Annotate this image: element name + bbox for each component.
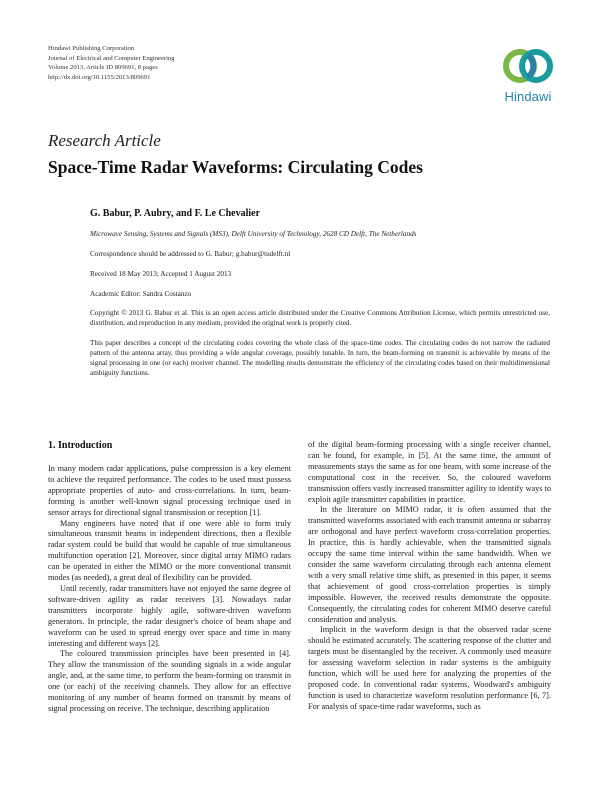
hindawi-rings-icon: [502, 44, 554, 88]
left-column: [48, 440, 291, 715]
academic-editor: Academic Editor: Sandra Costanzo: [90, 290, 192, 298]
doi-link[interactable]: http://dx.doi.org/10.1155/2013/809691: [48, 73, 151, 81]
right-column: [308, 440, 551, 713]
paragraph: In the literature on MIMO radar, it is often assumed that the transmitted waveforms associated with each transmit antenna or subarray are orthogonal and have perfect waveform cross-correlation properties. In practice, this is hardly achievable, when the transmitted signals occupy the same time interval within the same bandwidth. When we consider the same waveform circulating through each antenna element with a very small relative time shift, as presented in this paper, it seems that achievement of good cross-correlation properties is simply impossible. However, the received results demonstrate the opposite. Consequently, the circulating codes for coherent MIMO deserve careful consideration and analysis.: [308, 505, 551, 624]
copyright-notice: Copyright © 2013 G. Babur et al. This is an open access article distributed under the Creative Commons Attribution License, which permits unrestricted use, distribution, and reproduction in any medium, provided the original work is properly cited.: [90, 309, 550, 327]
journal-metadata: [48, 44, 175, 82]
publisher-name: Hindawi Publishing Corporation: [48, 45, 135, 52]
paragraph: Implicit in the waveform design is that the observed radar scene should be estimated accurately. The scattering response of the clutter and targets must be disentangled by the receiver. A commonly used measure for assessing waveform selection in radar systems is the ambiguity function, which will be used here for analyzing the properties of the proposed code. In conventional radar systems, Woodward's ambiguity function is used to characterize waveform resolution performance [6, 7]. For analysis of space-time radar waveforms, such as: [308, 625, 551, 711]
paragraph: The coloured transmission principles have been presented in [4]. They allow the transmission of the sounding signals in a wide angular angle, and, at the same time, to perform the beam-forming on transmit in one (or each) of the receiving channels. They allow for an effective monitoring of any number of beams formed on transmit by means of signal processing on receive. The technique, describing application: [48, 649, 291, 713]
authors: G. Babur, P. Aubry, and F. Le Chevalier: [90, 208, 261, 219]
abstract: This paper describes a concept of the circulating codes covering the whole class of the space-time codes. The circulating codes do not narrow the radiated pattern of the antenna array, thus providing a wide angular coverage, possibly tunable. In turn, the beam-forming on transmit is achievable by means of the signal processing in one (or each) receiver channel. The modelling results demonstrate the efficiency of the circulating codes based on their multidimensional ambiguity functions.: [90, 339, 550, 377]
affiliation: Microwave Sensing, Systems and Signals (MS3), Delft University of Technology, 2628 CD Delft, The Netherlands: [90, 230, 417, 238]
hindawi-logo: [494, 44, 562, 106]
paper-title: Space-Time Radar Waveforms: Circulating Codes: [48, 157, 423, 177]
section-heading: 1. Introduction: [48, 440, 113, 451]
article-type: Research Article: [48, 131, 161, 150]
paragraph: Until recently, radar transmitters have not enjoyed the same degree of software-driven agility as radar receivers [3]. Nowadays radar transmitters incorporate highly agile, software-driven waveform generators. In principle, the radar designer's choice of beam shape and waveform can be used to spread energy over space and time in many interesting and different ways [2].: [48, 583, 291, 648]
volume-info: Volume 2013, Article ID 809691, 8 pages: [48, 64, 158, 72]
correspondence: Correspondence should be addressed to G. Babur; g.babur@tudelft.nl: [90, 250, 291, 258]
received-dates: Received 18 May 2013; Accepted 1 August 2013: [90, 270, 232, 278]
paragraph: of the digital beam-forming processing with a single receiver channel, can be found, for example, in [5]. At the same time, the amount of measurements stays the same as for one beam, with some increase of the computational cost in the receiver. So, the coloured waveform transmission offers vastly increased transmitter agility to identify ways to exploit agile transmitter capabilities in practice.: [308, 440, 551, 504]
journal-name: Journal of Electrical and Computer Engineering: [48, 54, 175, 62]
hindawi-wordmark: Hindawi: [504, 89, 552, 104]
paragraph: Many engineers have noted that if one were able to form truly simultaneous transmit beams in independent directions, then a flexible radar system could be build that would be capable of true simultaneous multifunction operation [2]. Moreover, since digital array MIMO radars can be operated in either the MIMO or the more conventional transmit modes (as needed), a great deal of flexibility can be provided.: [48, 518, 291, 583]
paragraph: In many modern radar applications, pulse compression is a key element to achieve the required performance. The codes to be used must possess appropriate properties of auto- and cross-correlations. In turn, beam-forming is another well-known signal processing technique used in sensor arrays for directional signal transmission or reception [1].: [48, 464, 291, 517]
